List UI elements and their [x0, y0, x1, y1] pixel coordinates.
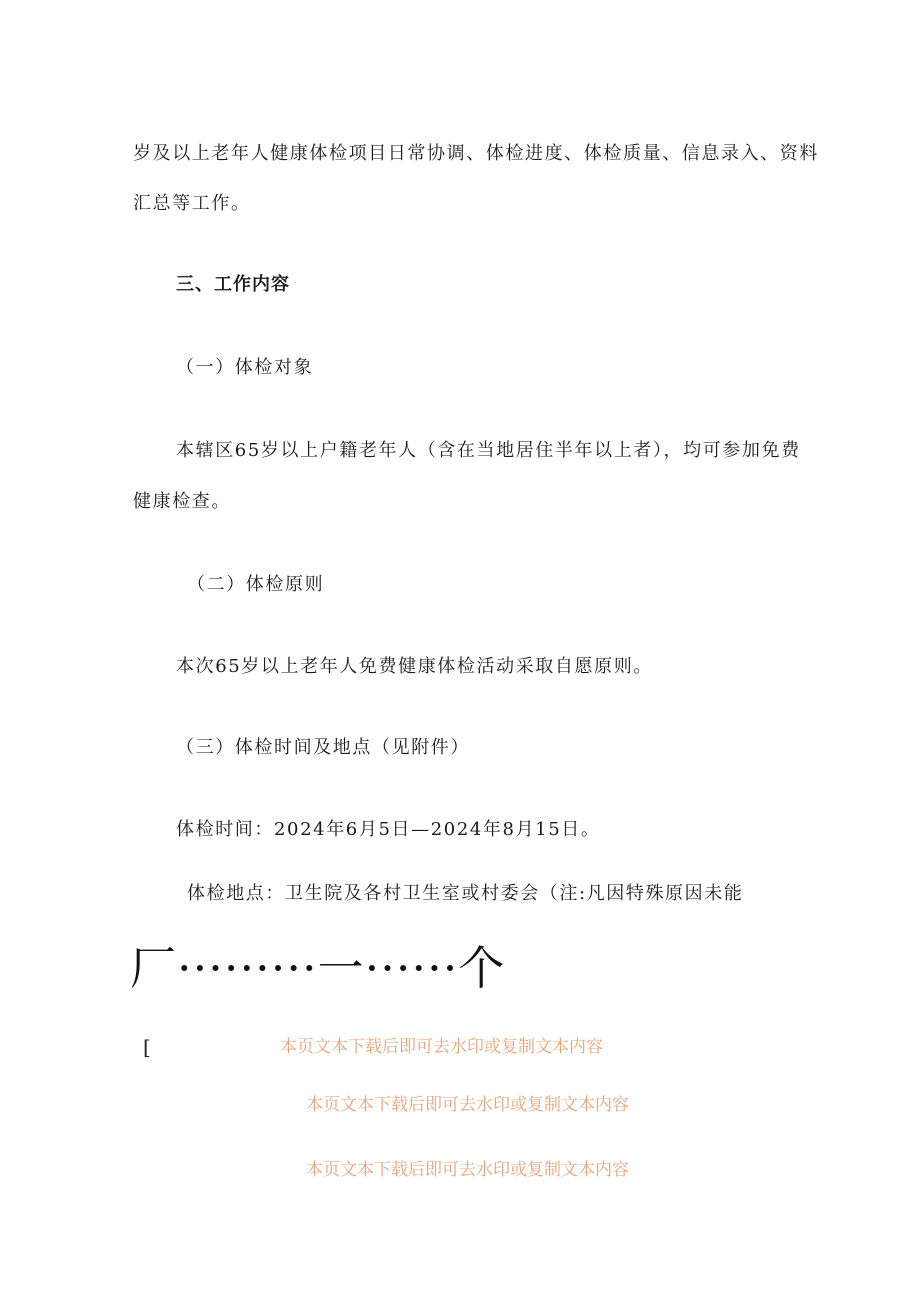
exam-location: 体检地点：卫生院及各村卫生室或村委会（注:凡因特殊原因未能 [187, 883, 744, 904]
watermark-text-3: 本页文本下载后即可去水印或复制文本内容 [306, 1160, 629, 1180]
exam-subjects-body-line-1: 本辖区65岁以上户籍老年人（含在当地居住半年以上者），均可参加免费 [176, 440, 801, 461]
section-title-work-content: 三、工作内容 [176, 274, 290, 295]
subsection-title-exam-principle: （二）体检原则 [187, 574, 325, 595]
garbled-ocr-line: 厂·········一······个 [130, 941, 506, 995]
exam-principle-body: 本次65岁以上老年人免费健康体检活动采取自愿原则。 [176, 656, 653, 677]
paragraph-line-2: 汇总等工作。 [133, 193, 251, 214]
paragraph-line-1: 岁及以上老年人健康体检项目日常协调、体检进度、体检质量、信息录入、资料 [133, 143, 819, 164]
watermark-text-2: 本页文本下载后即可去水印或复制文本内容 [306, 1095, 629, 1115]
watermark-text-1: 本页文本下载后即可去水印或复制文本内容 [280, 1037, 603, 1057]
subsection-title-exam-time-location: （三）体检时间及地点（见附件） [176, 737, 470, 758]
subsection-title-exam-subjects: （一）体检对象 [176, 357, 314, 378]
exam-time: 体检时间：2024年6月5日—2024年8月15日。 [176, 819, 601, 840]
exam-subjects-body-line-2: 健康检查。 [133, 491, 231, 512]
stray-bracket: [ [143, 1035, 151, 1059]
